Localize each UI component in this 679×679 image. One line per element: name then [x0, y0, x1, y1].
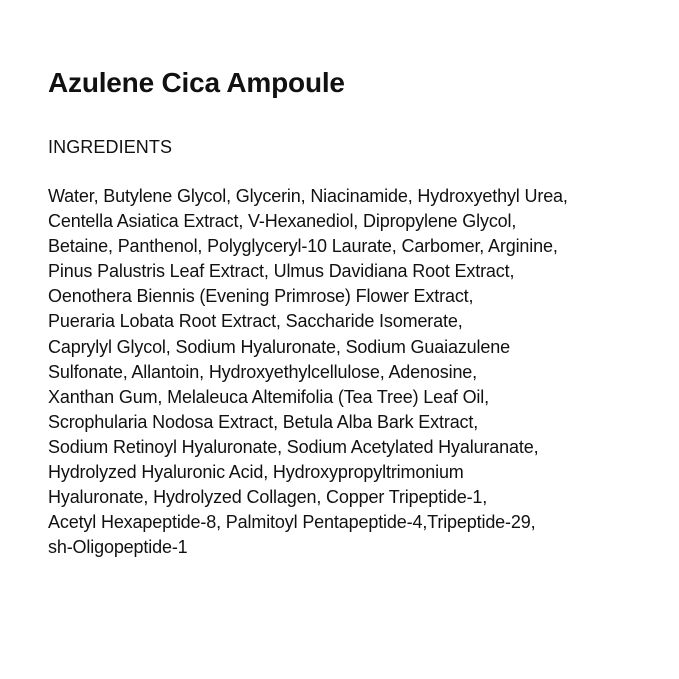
ingredients-list	[48, 184, 568, 560]
ingredient-line: Centella Asiatica Extract, V-Hexanediol, Dipropylene Glycol,	[48, 211, 517, 232]
ingredients-heading: INGREDIENTS	[48, 137, 173, 157]
ingredient-line: Pueraria Lobata Root Extract, Saccharide Isomerate,	[48, 311, 463, 332]
ingredient-line: Hydrolyzed Hyaluronic Acid, Hydroxypropyltrimonium	[48, 462, 464, 483]
ingredient-line: Scrophularia Nodosa Extract, Betula Alba Bark Extract,	[48, 411, 479, 432]
ingredient-line: Hyaluronate, Hydrolyzed Collagen, Copper Tripeptide-1,	[48, 487, 488, 508]
ingredient-line: Sodium Retinoyl Hyaluronate, Sodium Acetylated Hyaluranate,	[48, 436, 539, 457]
ingredient-line: Sulfonate, Allantoin, Hydroxyethylcellulose, Adenosine,	[48, 361, 478, 382]
ingredient-line: Oenothera Biennis (Evening Primrose) Flower Extract,	[48, 286, 474, 307]
ingredient-line: Acetyl Hexapeptide-8, Palmitoyl Pentapeptide-4,Tripeptide-29,	[48, 512, 536, 533]
ingredient-line: Pinus Palustris Leaf Extract, Ulmus Davidiana Root Extract,	[48, 261, 515, 282]
ingredient-line: Xanthan Gum, Melaleuca Altemifolia (Tea Tree) Leaf Oil,	[48, 386, 489, 407]
product-title: Azulene Cica Ampoule	[48, 67, 345, 98]
ingredient-line: Betaine, Panthenol, Polyglyceryl-10 Laurate, Carbomer, Arginine,	[48, 236, 558, 257]
ingredient-line: Caprylyl Glycol, Sodium Hyaluronate, Sodium Guaiazulene	[48, 336, 510, 357]
ingredient-line: sh-Oligopeptide-1	[48, 537, 188, 558]
ingredient-line: Water, Butylene Glycol, Glycerin, Niacinamide, Hydroxyethyl Urea,	[48, 186, 568, 206]
